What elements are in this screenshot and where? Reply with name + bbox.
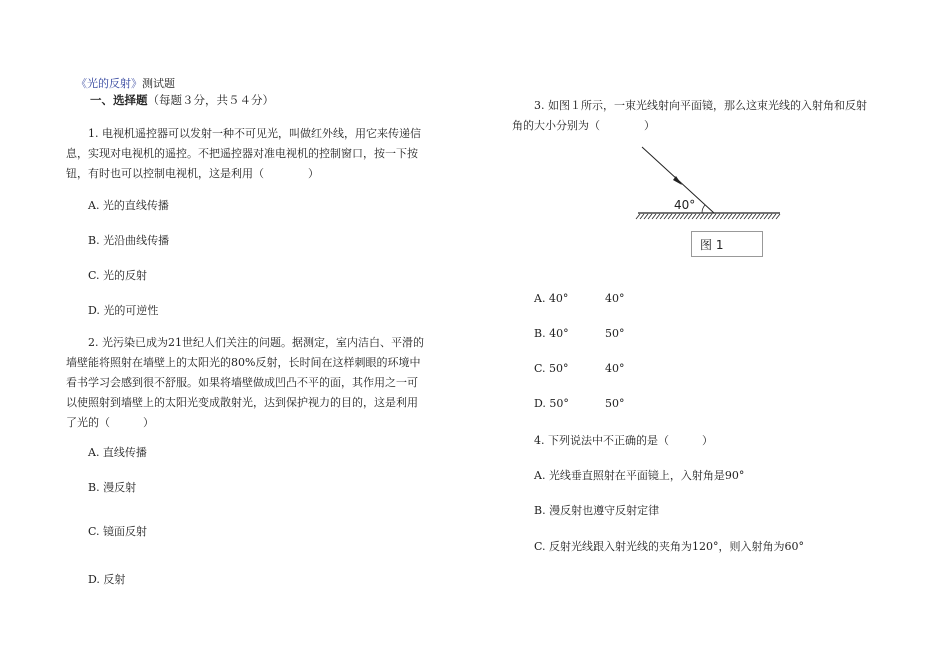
hatch-mark bbox=[672, 214, 676, 219]
question-line: 看书学习会感到很不舒服。如果将墙壁做成凹凸不平的面，其作用之一可 bbox=[66, 376, 418, 389]
title-link[interactable]: 《光的反射》 bbox=[76, 77, 142, 90]
hatch-mark bbox=[760, 214, 764, 219]
hatch-mark bbox=[740, 214, 744, 219]
q2-option-b[interactable]: B. 漫反射 bbox=[88, 481, 137, 494]
option-second-value: 50° bbox=[605, 327, 625, 340]
hatch-mark bbox=[684, 214, 688, 219]
figure-1-mirror-diagram bbox=[634, 145, 794, 225]
angle-arc bbox=[702, 205, 705, 213]
option-second-value: 40° bbox=[605, 362, 625, 375]
hatch-mark bbox=[752, 214, 756, 219]
option-letter-value: D. 50° bbox=[534, 397, 569, 410]
hatch-mark bbox=[636, 214, 640, 219]
q1-option-d[interactable]: D. 光的可逆性 bbox=[88, 304, 159, 317]
q4-option-c[interactable]: C. 反射光线跟入射光线的夹角为120°，则入射角为60° bbox=[534, 540, 805, 553]
hatch-mark bbox=[660, 214, 664, 219]
hatch-mark bbox=[736, 214, 740, 219]
q4-option-a[interactable]: A. 光线垂直照射在平面镜上，入射角是90° bbox=[534, 469, 745, 482]
option-letter-value: B. 40° bbox=[534, 327, 569, 340]
hatch-mark bbox=[688, 214, 692, 219]
option-letter-value: A. 40° bbox=[534, 292, 569, 305]
q2-option-d[interactable]: D. 反射 bbox=[88, 573, 126, 586]
q1-option-a[interactable]: A. 光的直线传播 bbox=[88, 199, 169, 212]
hatch-mark bbox=[728, 214, 732, 219]
hatch-mark bbox=[724, 214, 728, 219]
option-letter-value: C. 50° bbox=[534, 362, 569, 375]
question-4: 4. 下列说法中不正确的是（ ） bbox=[534, 434, 713, 447]
hatch-mark bbox=[696, 214, 700, 219]
document-title bbox=[76, 74, 175, 94]
hatch-mark bbox=[704, 214, 708, 219]
option-second-value: 50° bbox=[605, 397, 625, 410]
question-line: 1. 电视机遥控器可以发射一种不可见光，叫做红外线，用它来传递信 bbox=[88, 127, 421, 140]
hatch-mark bbox=[692, 214, 696, 219]
angle-label: 40° bbox=[674, 198, 696, 212]
q3-option-c[interactable] bbox=[534, 362, 625, 375]
figure-1-caption: 图 1 bbox=[691, 231, 763, 257]
hatch-mark bbox=[708, 214, 712, 219]
hatch-mark bbox=[700, 214, 704, 219]
q1-option-c[interactable]: C. 光的反射 bbox=[88, 269, 148, 282]
hatch-mark bbox=[716, 214, 720, 219]
hatch-mark bbox=[656, 214, 660, 219]
title-suffix: 测试题 bbox=[142, 77, 175, 90]
hatch-mark bbox=[720, 214, 724, 219]
question-line: 2. 光污染已成为21世纪人们关注的问题。据测定，室内洁白、平滑的 bbox=[88, 336, 424, 349]
section-heading bbox=[90, 92, 274, 108]
question-line: 以使照射到墙壁上的太阳光变成散射光，达到保护视力的目的，这是利用 bbox=[66, 396, 418, 409]
hatch-mark bbox=[652, 214, 656, 219]
q3-option-b[interactable] bbox=[534, 327, 625, 340]
mirror-hatching bbox=[636, 214, 780, 219]
option-second-value: 40° bbox=[605, 292, 625, 305]
hatch-mark bbox=[756, 214, 760, 219]
hatch-mark bbox=[712, 214, 716, 219]
hatch-mark bbox=[768, 214, 772, 219]
q2-option-c[interactable]: C. 镜面反射 bbox=[88, 525, 148, 538]
hatch-mark bbox=[648, 214, 652, 219]
ray-arrow-icon bbox=[673, 176, 682, 185]
q4-option-b[interactable]: B. 漫反射也遵守反射定律 bbox=[534, 504, 660, 517]
hatch-mark bbox=[644, 214, 648, 219]
hatch-mark bbox=[680, 214, 684, 219]
question-line: 3. 如图１所示，一束光线射向平面镜，那么这束光线的入射角和反射 bbox=[534, 99, 867, 112]
question-1 bbox=[66, 124, 446, 184]
q3-option-a[interactable] bbox=[534, 292, 625, 305]
question-line: 角的大小分别为（ ） bbox=[512, 119, 655, 132]
hatch-mark bbox=[748, 214, 752, 219]
hatch-mark bbox=[676, 214, 680, 219]
hatch-mark bbox=[640, 214, 644, 219]
hatch-mark bbox=[776, 214, 780, 219]
hatch-mark bbox=[668, 214, 672, 219]
question-3 bbox=[512, 96, 912, 136]
question-2 bbox=[66, 333, 446, 433]
question-line: 墙壁能将照射在墙壁上的太阳光的80%反射，长时间在这样刺眼的环境中 bbox=[66, 356, 421, 369]
hatch-mark bbox=[764, 214, 768, 219]
q3-option-d[interactable] bbox=[534, 397, 625, 410]
section-title: 一、选择题 bbox=[90, 93, 148, 107]
hatch-mark bbox=[732, 214, 736, 219]
question-line: 息，实现对电视机的遥控。不把遥控器对准电视机的控制窗口，按一下按 bbox=[66, 147, 418, 160]
hatch-mark bbox=[772, 214, 776, 219]
q2-option-a[interactable]: A. 直线传播 bbox=[88, 446, 147, 459]
question-line: 了光的（ ） bbox=[66, 416, 154, 429]
section-note: （每题３分，共５４分） bbox=[147, 93, 274, 107]
hatch-mark bbox=[664, 214, 668, 219]
question-line: 钮，有时也可以控制电视机，这是利用（ ） bbox=[66, 167, 319, 180]
q1-option-b[interactable]: B. 光沿曲线传播 bbox=[88, 234, 170, 247]
hatch-mark bbox=[744, 214, 748, 219]
